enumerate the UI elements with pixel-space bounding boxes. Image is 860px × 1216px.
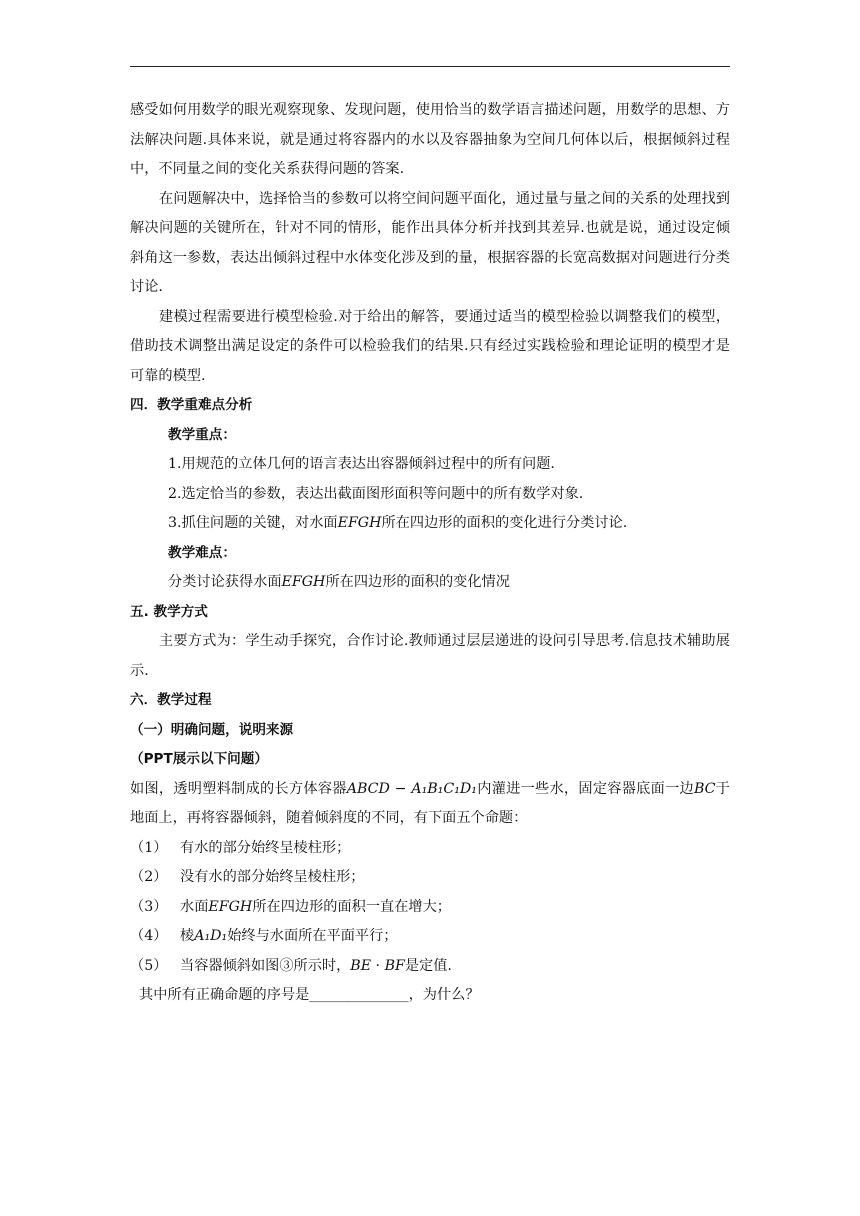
problem-intro-c: 于地面上，再将容器倾斜，随着倾斜度的不同，有下面五个命题：	[130, 780, 730, 826]
proposition-text: 有水的部分始终呈棱柱形；	[180, 839, 351, 856]
problem-intro	[130, 775, 730, 834]
difficult-point-pre: 分类讨论获得水面	[168, 574, 282, 590]
paragraph-2: 在问题解决中，选择恰当的参数可以将空间问题平面化，通过量与量之间的关系的处理找到解决问题的关键所在，针对不同的情形，能作出具体分析并找到其差异.也就是说，通过设定倾斜角这一参数，表达出倾斜过程中水体变化涉及到的量，根据容器的长宽高数据对问题进行分类讨论.	[130, 190, 730, 295]
section-4-heading: 四．教学重难点分析	[130, 397, 253, 413]
difficult-point	[130, 568, 730, 598]
paragraph-3: 建模过程需要进行模型检验.对于给出的解答，要通过适当的模型检验以调整我们的模型，借助技术调整出满足设定的条件可以检验我们的结果.只有经过实践检验和理论证明的模型才是可靠的模型.	[130, 308, 730, 384]
proposition-3	[130, 893, 730, 923]
proposition-4-math: A₁D₁	[194, 928, 228, 944]
proposition-5	[130, 952, 730, 982]
proposition-4-pre: 棱	[180, 928, 195, 944]
key-point-3	[130, 509, 730, 539]
problem-intro-math-2: BC	[693, 780, 716, 797]
document-body	[130, 96, 730, 1011]
subsection-note: （PPT展示以下问题）	[130, 751, 268, 767]
proposition-5-post: 是定值.	[404, 957, 452, 974]
difficult-points-label: 教学难点：	[168, 544, 236, 561]
proposition-5-pre: 当容器倾斜如图③所示时，	[180, 957, 351, 974]
proposition-3-math: EFGH	[208, 898, 253, 915]
key-point-1: 1.用规范的立体几何的语言表达出容器倾斜过程中的所有问题.	[168, 456, 555, 472]
proposition-1	[130, 834, 730, 864]
problem-intro-math-1: ABCD − A₁B₁C₁D₁	[346, 780, 477, 797]
proposition-4	[130, 922, 730, 952]
key-point-2: 2.选定恰当的参数，表达出截面图形面积等问题中的所有数学对象.	[168, 485, 584, 502]
section-5-text: 主要方式为：学生动手探究，合作讨论.教师通过层层递进的设问引导思考.信息技术辅助展示.	[130, 633, 730, 679]
proposition-5-math: BE · BF	[350, 957, 405, 974]
problem-intro-b: 内灌进一些水，固定容器底面一边	[476, 780, 694, 797]
proposition-text	[180, 922, 397, 952]
proposition-text	[180, 893, 451, 923]
key-point-3-pre: 3.抓住问题的关键，对水面	[168, 515, 338, 531]
key-point-3-post: 所在四边形的面积的变化进行分类讨论.	[381, 515, 628, 531]
difficult-point-post: 所在四边形的面积的变化情况	[325, 574, 510, 590]
proposition-3-post: 所在四边形的面积一直在增大；	[252, 898, 451, 915]
proposition-number: （4）	[130, 928, 168, 944]
section-6-heading: 六．教学过程	[130, 692, 212, 708]
section-5-heading: 五. 教学方式	[130, 603, 208, 620]
proposition-number: （3）	[130, 898, 168, 915]
proposition-3-pre: 水面	[180, 898, 209, 915]
problem-intro-a: 如图，透明塑料制成的长方体容器	[130, 780, 347, 797]
proposition-text	[180, 952, 452, 982]
proposition-2	[130, 863, 730, 893]
question-line: 其中所有正确命题的序号是______________，为什么？	[139, 987, 480, 1003]
proposition-number: （2）	[130, 869, 168, 885]
subsection-1-heading: （一）明确问题，说明来源	[130, 721, 294, 738]
key-point-3-math: EFGH	[337, 515, 382, 531]
proposition-number: （5）	[130, 957, 168, 974]
header-rule	[130, 66, 730, 67]
proposition-number: （1）	[130, 839, 168, 856]
key-points-label: 教学重点：	[168, 426, 236, 443]
paragraph-1: 感受如何用数学的眼光观察现象、发现问题，使用恰当的数学语言描述问题，用数学的思想、方法解决问题.具体来说，就是通过将容器内的水以及容器抽象为空间几何体以后，根据倾斜过程中，不同量之间的变化关系获得问题的答案.	[130, 102, 730, 177]
difficult-point-math: EFGH	[281, 574, 326, 590]
proposition-4-post: 始终与水面所在平面平行；	[227, 928, 398, 944]
proposition-text: 没有水的部分始终呈棱柱形；	[180, 869, 365, 885]
